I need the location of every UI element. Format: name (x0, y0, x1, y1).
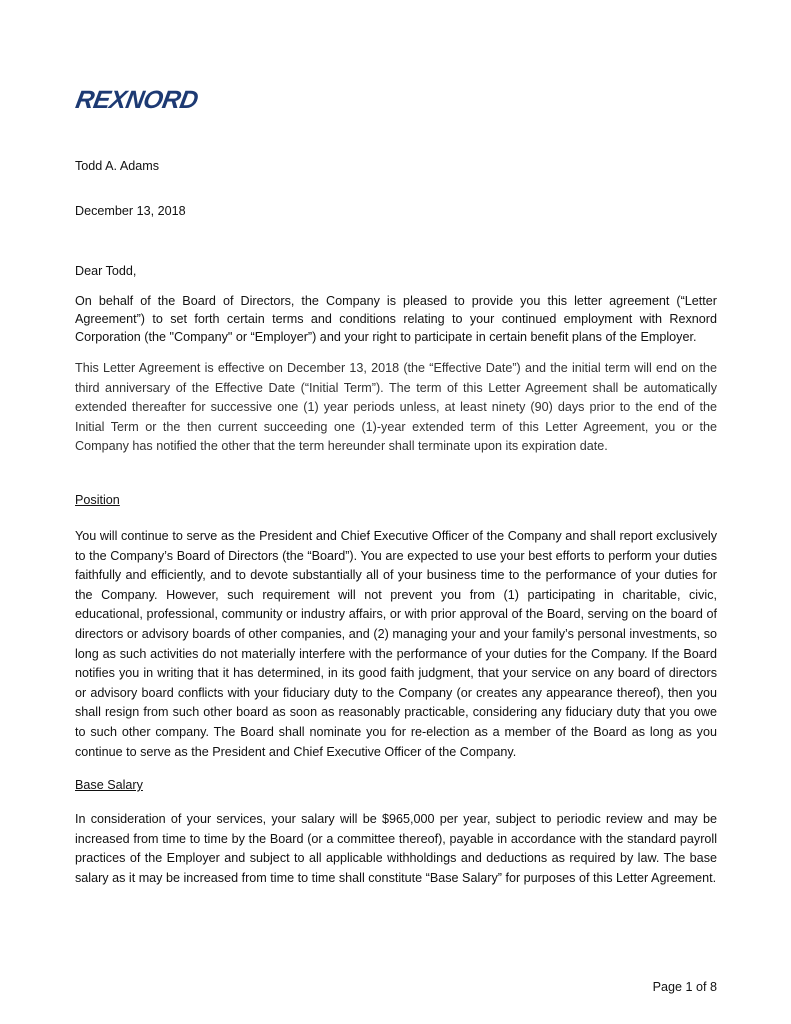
letter-date: December 13, 2018 (75, 204, 186, 218)
base-salary-paragraph: In consideration of your services, your salary will be $965,000 per year, subject to periodic review and may be increased from time to time by the Board (or a committee thereof), payable in accordance with the standard payroll practices of the Employer and subject to all applicable withholdings and deductions as required by law. The base salary as it may be increased from time to time shall constitute “Base Salary” for purposes of this Letter Agreement. (75, 812, 717, 885)
position-paragraph: You will continue to serve as the President and Chief Executive Officer of the Company and shall report exclusively to the Company’s Board of Directors (the “Board”). You are expected to use your best efforts to perform your duties faithfully and efficiently, and to devote substantially all of your business time to the performance of your duties for the Company. However, such requirement will not prevent you from (1) participating in charitable, civic, educational, professional, community or industry affairs, or with prior approval of the Board, serving on the board of directors or advisory boards of other companies, and (2) managing your and your family’s personal investments, so long as such activities do not materially interfere with the performance of your duties for the Company. If the Board notifies you in writing that it has determined, in its good faith judgment, that your service on any board of directors or advisory board conflicts with your fiduciary duty to the Company (or creates any appearance thereof), then you shall resign from such other board as soon as reasonably practicable, considering any fiduciary duty that you owe to such other company. The Board shall nominate you for re-election as a member of the Board as long as you continue to serve as the President and Chief Executive Officer of the Company. (75, 529, 717, 759)
position-heading: Position (75, 493, 120, 507)
term-paragraph: This Letter Agreement is effective on December 13, 2018 (the “Effective Date”) and the initial term will end on the third anniversary of the Effective Date (“Initial Term”). The term of this Letter Agreement shall be automatically extended thereafter for successive one (1) year periods unless, at least ninety (90) days prior to the end of the Initial Term or the then current succeeding one (1)-year extended term of this Letter Agreement, you or the Company has notified the other that the term hereunder shall terminate upon its expiration date. (75, 361, 717, 454)
base-salary-heading: Base Salary (75, 778, 143, 792)
page-number: Page 1 of 8 (652, 980, 717, 994)
salutation: Dear Todd, (75, 264, 137, 278)
intro-paragraph: On behalf of the Board of Directors, the Company is pleased to provide you this letter agreement (“Letter Agreement”) to set forth certain terms and conditions relating to your continued employment with Rexnord Corporation (the "Company" or “Employer”) and your right to participate in certain benefit plans of the Employer. (75, 294, 717, 344)
recipient-name: Todd A. Adams (75, 159, 160, 173)
company-logo: REXNORD (73, 86, 201, 114)
